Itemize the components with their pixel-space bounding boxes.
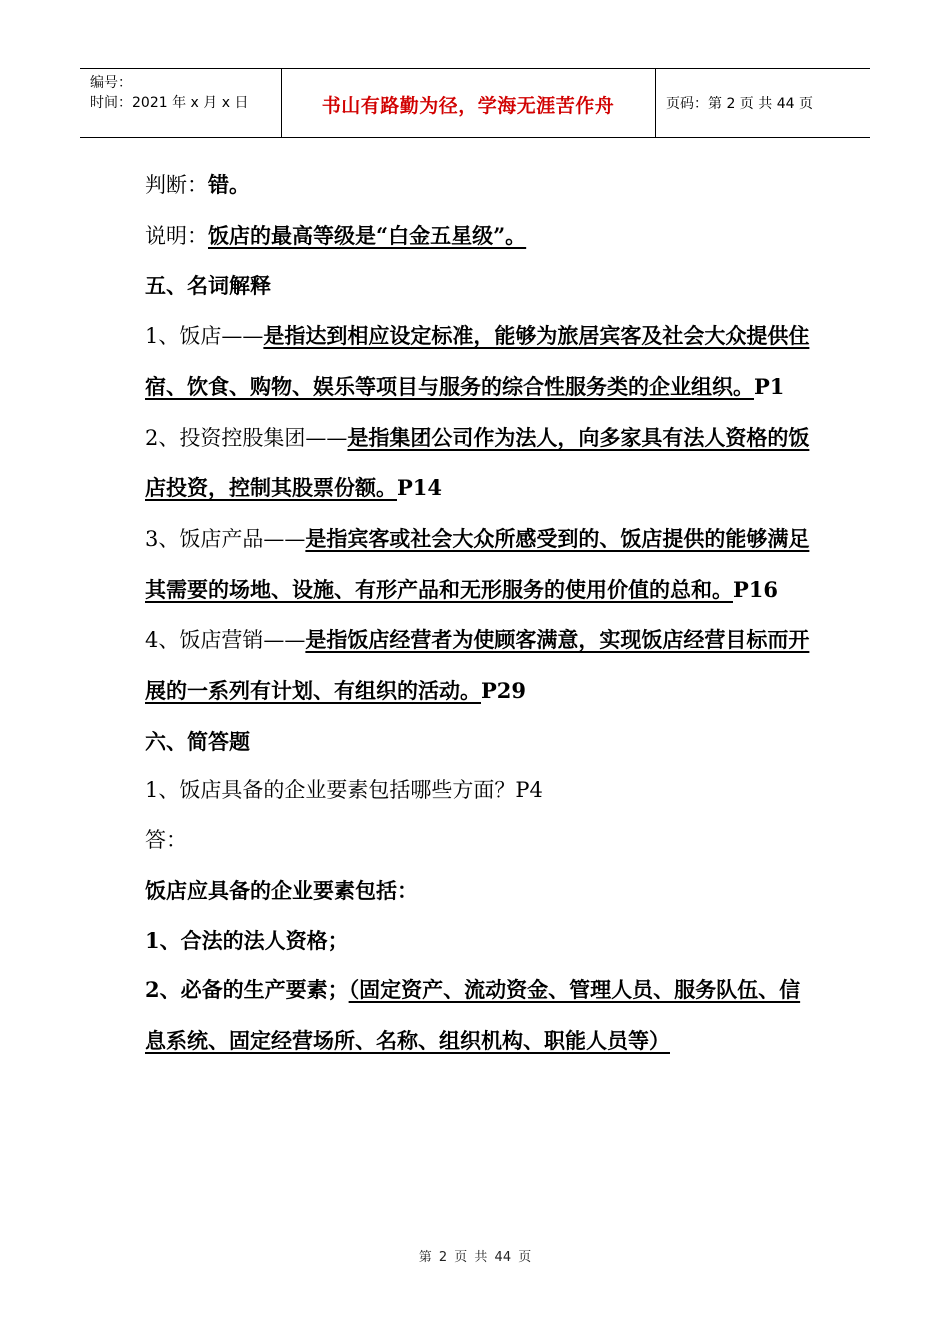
header-divider-right	[655, 69, 656, 137]
term-3-page: P16	[733, 576, 779, 602]
section6-title: 六、简答题	[145, 728, 250, 754]
term-1-page: P1	[754, 373, 785, 399]
term-1	[145, 311, 810, 412]
term-2-label: 2、投资控股集团——	[145, 425, 348, 450]
header-number-label: 编号：	[90, 75, 132, 91]
answer-item-2-detail: （固定资产、流动资金、管理人员、服务队伍、信息系统、固定经营场所、名称、组织机构、职能人员等）	[145, 977, 801, 1053]
term-4	[145, 615, 810, 716]
answer-item-2-label: 2、必备的生产要素；	[145, 977, 349, 1003]
term-2-definition: 是指集团公司作为法人，向多家具有法人资格的饭店投资，控制其股票份额。	[145, 424, 810, 501]
header-page-info: 页码：第 2 页 共 44 页	[666, 96, 813, 112]
judgment-value: 错。	[208, 172, 250, 197]
term-1-label: 1、饭店——	[145, 324, 264, 349]
term-4-definition: 是指饭店经营者为使顾客满意，实现饭店经营目标而开展的一系列有计划、有组织的活动。	[145, 627, 810, 704]
explanation-value: 饭店的最高等级是“白金五星级”。	[208, 222, 527, 248]
term-1-definition: 是指达到相应设定标准，能够为旅居宾客及社会大众提供住宿、饮食、购物、娱乐等项目与服务的综合性服务类的企业组织。	[145, 323, 810, 399]
term-3-label: 3、饭店产品——	[145, 526, 306, 551]
term-3	[145, 514, 810, 615]
explanation-line	[145, 211, 810, 262]
answer-intro: 饭店应具备的企业要素包括：	[145, 877, 418, 903]
term-4-page: P29	[481, 678, 527, 704]
header-meta	[90, 73, 248, 113]
page-header	[80, 68, 870, 138]
term-4-label: 4、饭店营销——	[145, 628, 306, 653]
answer-item-2	[145, 965, 810, 1066]
section5-title: 五、名词解释	[145, 273, 271, 299]
term-2	[145, 413, 810, 514]
page-footer: 第 2 页 共 44 页	[418, 1250, 532, 1265]
header-motto: 书山有路勤为径，学海无涯苦作舟	[321, 95, 615, 117]
question-1: 1、饭店具备的企业要素包括哪些方面？P4	[145, 778, 543, 803]
judgment-label: 判断：	[145, 173, 208, 197]
explanation-label: 说明：	[145, 223, 208, 248]
term-2-page: P14	[397, 475, 443, 501]
answer-label: 答：	[145, 828, 187, 853]
document-body	[145, 160, 810, 1067]
answer-item-1: 1、合法的法人资格；	[145, 927, 349, 953]
judgment-line	[145, 160, 810, 211]
header-time-label: 时间：2021 年 x 月 x 日	[90, 95, 249, 111]
term-3-definition: 是指宾客或社会大众所感受到的、饭店提供的能够满足其需要的场地、设施、有形产品和无形服务的使用价值的总和。	[145, 525, 810, 602]
